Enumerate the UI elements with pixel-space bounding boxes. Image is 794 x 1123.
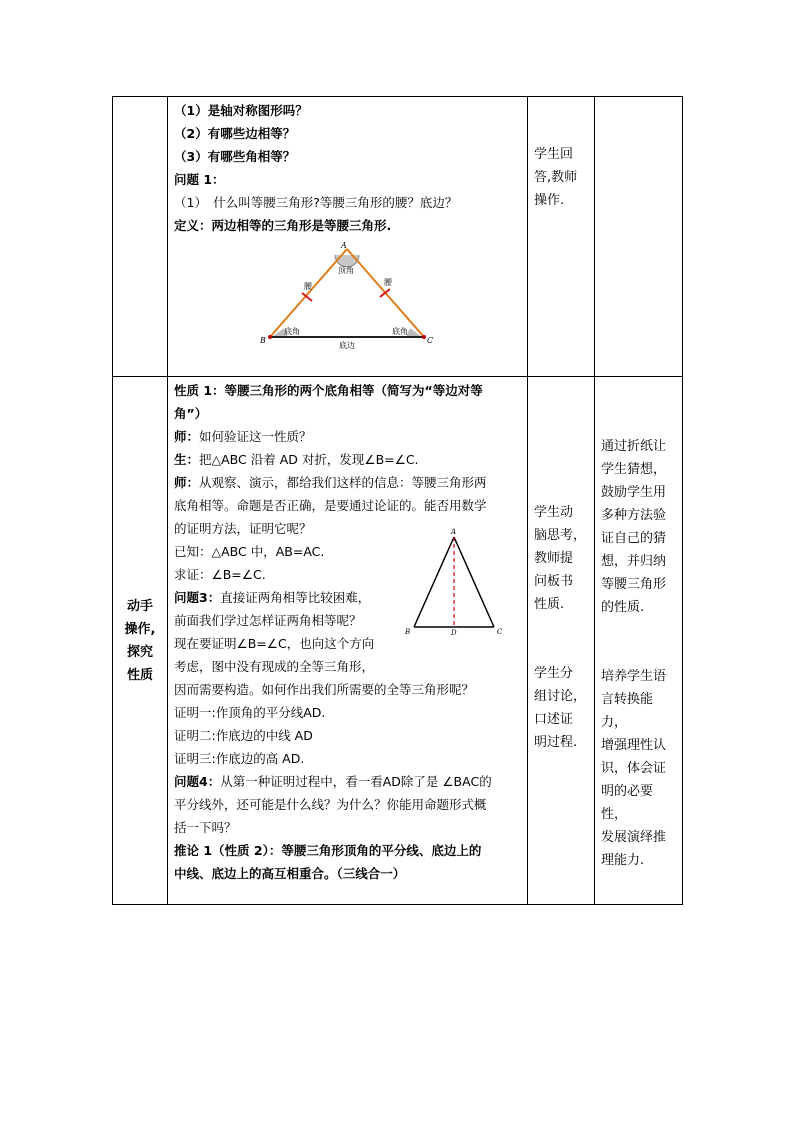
text-line: 学生分	[534, 666, 574, 681]
text-line: （1） 什么叫等腰三角形?等腰三角形的腰？底边？	[174, 195, 458, 210]
text-line: 等腰三角形	[601, 577, 667, 592]
leg-label-right: 腰	[384, 278, 392, 287]
activity-label-cell	[113, 377, 168, 905]
triangle-abc-figure	[402, 527, 512, 637]
vertex-label-a: A	[341, 241, 347, 250]
row1-content	[168, 97, 527, 237]
text-line: 定义：两边相等的三角形是等腰三角形.	[174, 218, 392, 233]
text-line: 底角相等。命题是否正确，是要通过论证的。能否用数学	[174, 498, 487, 513]
text-line: 增强理性认	[601, 738, 667, 753]
student-activity-text-1	[528, 377, 594, 616]
table-row	[113, 377, 683, 905]
text-line: 问题3：直接证两角相等比较困难，	[174, 590, 371, 605]
text-line: 发展演绎推	[601, 830, 667, 845]
activity-label	[113, 595, 167, 687]
text-line: 培养学生语	[601, 669, 667, 684]
text-line: 求证：∠B=∠C.	[174, 567, 266, 582]
intent-cell	[595, 377, 683, 905]
apex-angle-label: 顶角	[338, 266, 354, 275]
text-line: 答,教师	[534, 170, 578, 185]
text-line: 角”）	[174, 406, 208, 421]
text-line: 问题 1：	[174, 172, 225, 187]
text-line: 证明三:作底边的高 AD.	[174, 751, 305, 766]
vertex-label-a: A	[451, 528, 457, 536]
text-line: 组讨论，	[534, 689, 587, 704]
text-line: 脑思考，	[534, 528, 587, 543]
student-activity-cell	[528, 377, 595, 905]
text-line: 已知：△ABC 中，AB=AC.	[174, 544, 325, 559]
leg-label-left: 腰	[304, 282, 312, 291]
text-line: 操作.	[534, 193, 565, 208]
table-row	[113, 97, 683, 377]
content-cell	[168, 377, 528, 905]
text-line: 想，并归纳	[601, 554, 667, 569]
text-line: 的证明方法，证明它呢？	[174, 521, 312, 536]
text-line: 因而需要构造。如何作出我们所需要的全等三角形呢？	[174, 682, 475, 697]
intent-text-1	[595, 377, 682, 619]
student-activity-text	[528, 97, 594, 212]
text-line: 学生动	[534, 505, 574, 520]
vertex-label-b: B	[405, 628, 411, 636]
text-line: 证自己的猜	[601, 531, 667, 546]
student-activity-cell	[528, 97, 595, 377]
text-line: 口述证	[534, 712, 574, 727]
text-line: 中线、底边上的高互相重合。（三线合一）	[174, 866, 406, 881]
text-line: 平分线外，还可能是什么线？为什么？你能用命题形式概	[174, 797, 487, 812]
text-line: 师：从观察、演示，都给我们这样的信息：等腰三角形两	[174, 475, 487, 490]
vertex-label-c: C	[427, 336, 434, 345]
text-line: 证明二:作底边的中线 AD	[174, 728, 313, 743]
text-line: 的性质.	[601, 600, 645, 615]
text-line: 言转换能力，	[601, 692, 654, 730]
text-line: 鼓励学生用	[601, 485, 667, 500]
isosceles-triangle-figure	[260, 241, 445, 349]
text-line: 通过折纸让	[601, 439, 667, 454]
text-line: 问题4：从第一种证明过程中，看一看AD除了是 ∠BAC的	[174, 774, 492, 789]
activity-cell-empty	[113, 97, 168, 377]
text-line: 考虑，图中没有现成的全等三角形，	[174, 659, 375, 674]
text-line: 性质.	[534, 597, 565, 612]
text-line: 明的必要性，	[601, 784, 654, 822]
text-line: 学生猜想，	[601, 462, 667, 477]
student-activity-text-2	[528, 616, 594, 754]
text-line: 动手	[126, 598, 153, 614]
intent-text-2	[595, 619, 682, 872]
text-line: 问板书	[534, 574, 574, 589]
text-line: 明过程.	[534, 735, 578, 750]
base-label: 底边	[339, 341, 355, 349]
text-line: 师：如何验证这一性质？	[174, 429, 312, 444]
content-cell	[168, 97, 528, 377]
text-line: 多种方法验	[601, 508, 667, 523]
text-line: 教师提	[534, 551, 574, 566]
text-line: 证明一:作顶角的平分线AD.	[174, 705, 326, 720]
lesson-plan-table	[112, 96, 683, 905]
text-line: 生：把△ABC 沿着 AD 对折，发现∠B=∠C.	[174, 452, 419, 467]
text-line: 性质	[126, 667, 153, 683]
text-line: 推论 1（性质 2）：等腰三角形顶角的平分线、底边上的	[174, 843, 482, 858]
point-label-d: D	[451, 629, 457, 637]
base-angle-label-right: 底角	[392, 327, 408, 336]
text-line: （2）有哪些边相等？	[174, 126, 296, 141]
text-line: 操作,	[124, 621, 156, 637]
text-line: （3）有哪些角相等？	[174, 149, 296, 164]
text-line: 括一下吗？	[174, 820, 237, 835]
text-line: 性质 1：等腰三角形的两个底角相等（简写为“等边对等	[174, 383, 483, 398]
intent-cell	[595, 97, 683, 377]
text-line: 探究	[126, 644, 153, 660]
text-line: 识，体会证	[601, 761, 667, 776]
text-line: 理能力.	[601, 853, 645, 868]
text-line: （1）是轴对称图形吗？	[174, 103, 308, 118]
vertex-label-b: B	[260, 336, 266, 345]
base-angle-label-left: 底角	[284, 327, 300, 336]
text-line: 前面我们学过怎样证两角相等呢？	[174, 613, 362, 628]
text-line: 现在要证明∠B=∠C，也向这个方向	[174, 636, 375, 651]
vertex-label-c: C	[497, 628, 503, 636]
text-line: 学生回	[534, 147, 574, 162]
